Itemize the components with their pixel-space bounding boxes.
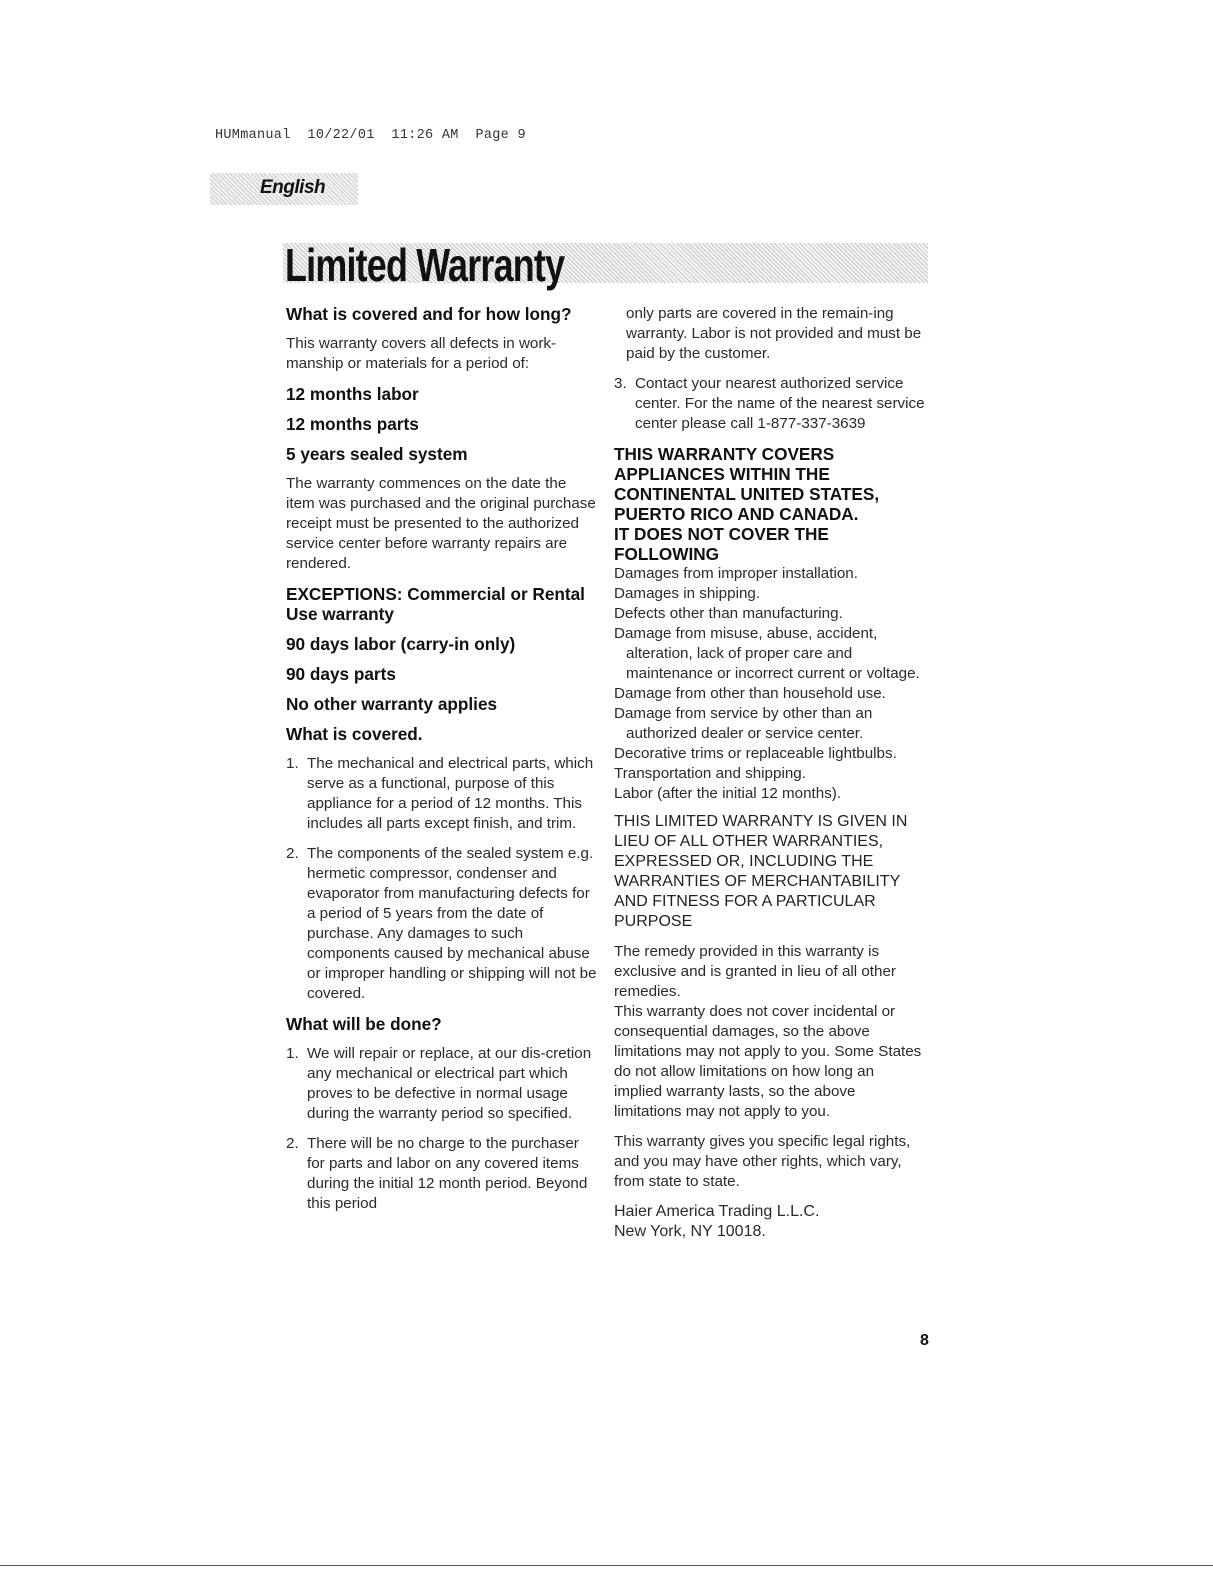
list-item [286,1134,598,1214]
left-column [286,304,598,1224]
list-text: There will be no charge to the purchaser for parts and labor on any covered items during the initial 12 month period. Beyond this period [307,1135,588,1212]
list-item: Defects other than manufacturing. [614,605,843,622]
list-item: Decorative trims or replaceable lightbulbs. [614,745,897,762]
company-name: Haier America Trading L.L.C. [614,1203,820,1220]
list-number: 2. [286,845,299,862]
heading-12-months-labor: 12 months labor [286,384,419,404]
heading-exceptions: EXCEPTIONS: Commercial or Rental Use warranty [286,584,585,624]
heading-what-is-covered: What is covered. [286,724,423,744]
list-item [286,754,598,834]
bottom-rule [0,1565,1213,1566]
right-column [614,304,926,1252]
list-item [286,1044,598,1124]
heading-covers-appliances: THIS WARRANTY COVERS APPLIANCES WITHIN THE CONTINENTAL UNITED STATES, PUERTO RICO AND CANADA. [614,444,880,524]
exclusions-list [614,564,926,804]
list-item: Damage from service by other than an authorized dealer or service center. [614,705,873,742]
list-item [614,374,926,434]
heading-12-months-parts: 12 months parts [286,414,419,434]
company-address: New York, NY 10018. [614,1223,766,1240]
list-number: 1. [286,755,299,772]
heading-90-days-labor: 90 days labor (carry-in only) [286,634,516,654]
heading-what-will-be-done: What will be done? [286,1014,442,1034]
list-text: We will repair or replace, at our dis-cretion any mechanical or electrical part which proves to be defective in normal usage during the warranty period so specified. [307,1045,592,1122]
language-tab [210,173,358,205]
list-text: Contact your nearest authorized service center. For the name of the nearest service center please call 1-877-337-3639 [635,375,925,432]
paragraph-in-lieu: THIS LIMITED WARRANTY IS GIVEN IN LIEU OF ALL OTHER WARRANTIES, EXPRESSED OR, INCLUDING THE WARRANTIES OF MERCHANTABILITY AND FITNESS FOR A PARTICULAR PURPOSE [614,813,908,930]
page-number: 8 [920,1332,929,1349]
paragraph-incidental: This warranty does not cover incidental or consequential damages, so the above limitations may not apply to you. Some States do not allow limitations on how long an implied warranty lasts, so the above limitations may not apply to you. [614,1003,922,1120]
list-text: The mechanical and electrical parts, which serve as a functional, purpose of this appliance for a period of 12 months. This includes all parts except finish, and trim. [307,755,594,832]
paragraph-commences: The warranty commences on the date the item was purchased and the original purchase receipt must be presented to the authorized service center before warranty repairs are rendered. [286,475,596,572]
language-tab-label: English [260,177,326,198]
list-item [286,844,598,1004]
list-item: Labor (after the initial 12 months). [614,785,842,802]
paragraph-legal-rights: This warranty gives you specific legal rights, and you may have other rights, which vary, from state to state. [614,1133,911,1190]
paragraph-covers: This warranty covers all defects in work-manship or materials for a period of: [286,335,557,372]
list-number: 3. [614,375,627,392]
print-header-stamp: HUMmanual 10/22/01 11:26 AM Page 9 [215,128,526,143]
list-item: Damage from other than household use. [614,685,886,702]
list-item: Damages from improper installation. [614,565,858,582]
list-item: Damage from misuse, abuse, accident, alteration, lack of proper care and maintenance or incorrect current or voltage. [614,625,920,682]
list-item: Damages in shipping. [614,585,761,602]
heading-no-other-warranty: No other warranty applies [286,694,498,714]
paragraph-remedy: The remedy provided in this warranty is exclusive and is granted in lieu of all other remedies. [614,943,896,1000]
heading-5-years-sealed: 5 years sealed system [286,444,468,464]
heading-covered-how-long: What is covered and for how long? [286,304,572,324]
list-number: 2. [286,1135,299,1152]
heading-does-not-cover: IT DOES NOT COVER THE FOLLOWING [614,524,829,564]
heading-90-days-parts: 90 days parts [286,664,396,684]
list-number: 1. [286,1045,299,1062]
list-item: Transportation and shipping. [614,765,806,782]
list-text: The components of the sealed system e.g. hermetic compressor, condenser and evaporator from manufacturing defects for a period of 5 years from the date of purchase. Any damages to such components caused by mechanical abuse or improper handling or shipping will not be covered. [307,845,597,1002]
paragraph-continued: only parts are covered in the remain-ing warranty. Labor is not provided and must be paid by the customer. [626,305,922,362]
page-title: Limited Warranty [285,239,565,291]
